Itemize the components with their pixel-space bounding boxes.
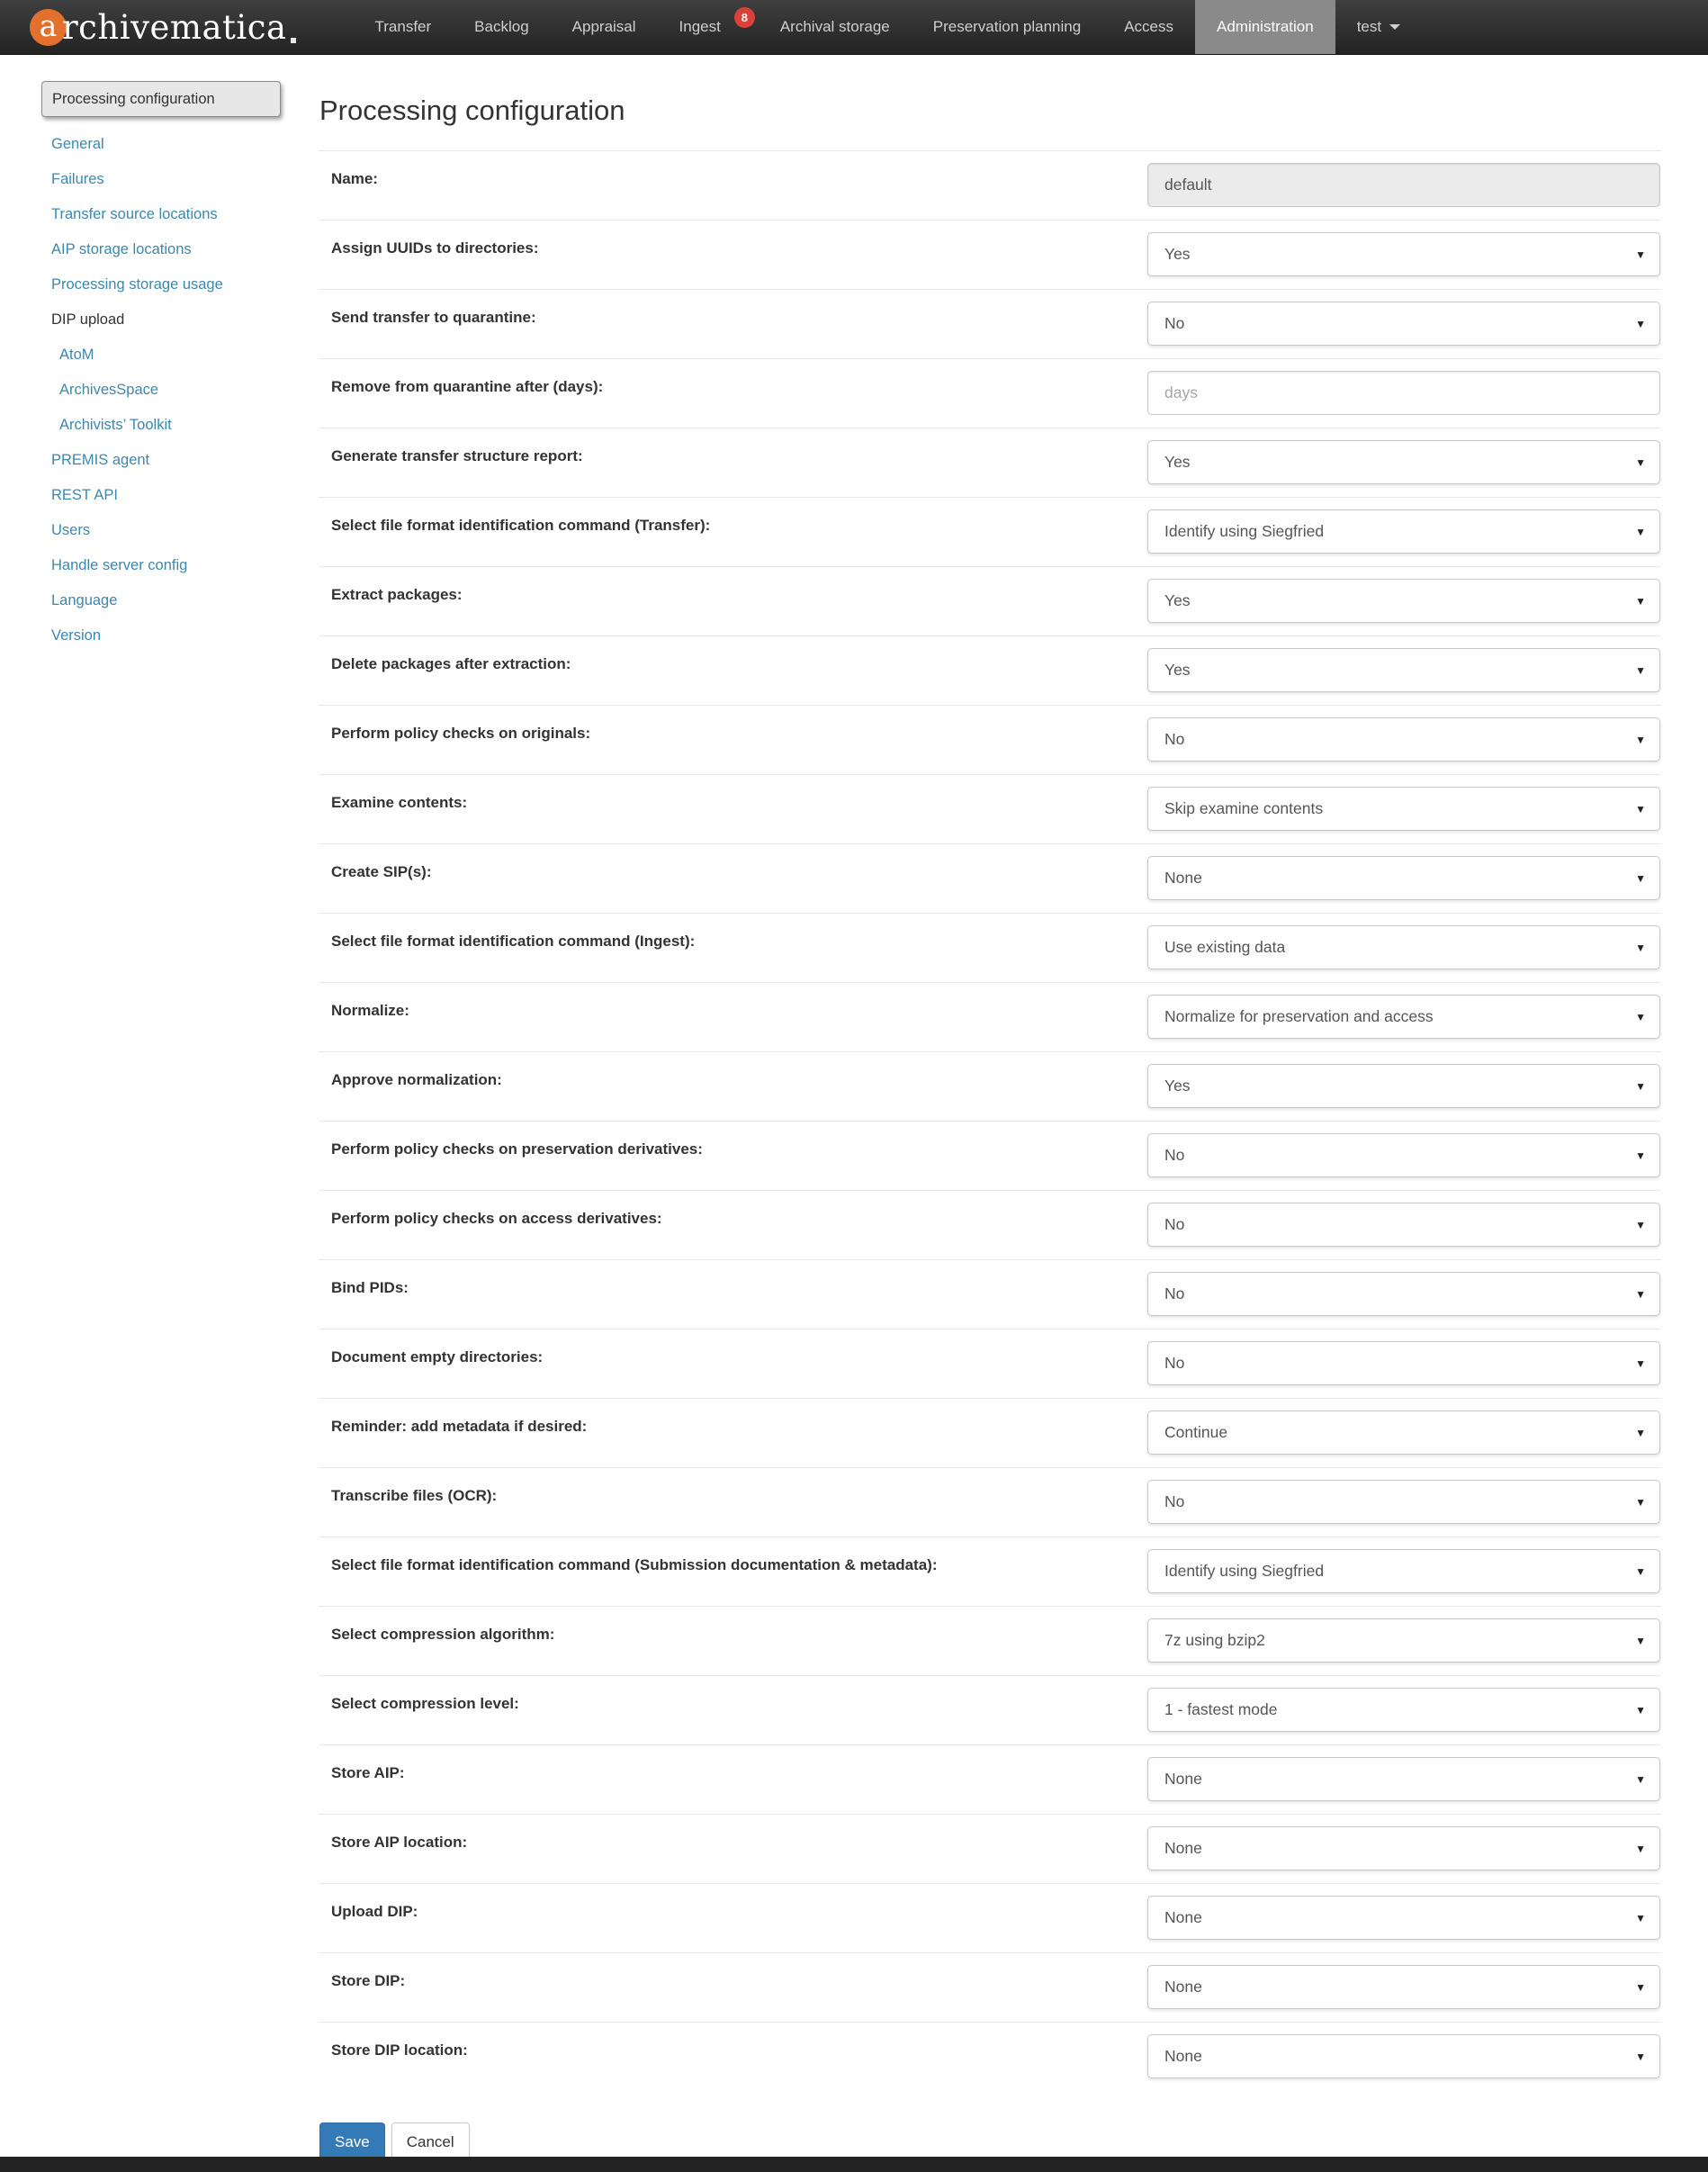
form-row [319,1606,1660,1675]
select-value: No [1164,1284,1185,1302]
dropdown-caret-icon: ▼ [1635,1495,1646,1509]
field-label: Remove from quarantine after (days): [331,378,604,395]
sidebar-item-premis-agent[interactable] [51,451,281,470]
select-value: No [1164,1146,1185,1164]
select-value: Continue [1164,1423,1228,1441]
store-dip-select[interactable] [1147,1965,1660,2009]
sidebar-item-dip-upload: DIP upload [51,311,125,328]
dropdown-caret-icon: ▼ [1635,733,1646,746]
dropdown-caret-icon: ▼ [1635,802,1646,816]
dropdown-caret-icon: ▼ [1635,871,1646,885]
field-label: Store DIP location: [331,2041,468,2059]
form-row [319,1329,1660,1398]
dropdown-caret-icon: ▼ [1635,1703,1646,1717]
dropdown-caret-icon: ▼ [1635,1287,1646,1301]
dropdown-caret-icon: ▼ [1635,1911,1646,1924]
field-control [1147,302,1660,346]
sidebar-link-label: AIP storage locations [51,241,192,257]
dropdown-caret-icon: ▼ [1635,1218,1646,1231]
archivematica-logo[interactable] [30,0,296,54]
dropdown-caret-icon: ▼ [1635,1842,1646,1855]
store-aip-select[interactable] [1147,1757,1660,1801]
select-value: No [1164,1492,1185,1510]
field-control [1147,440,1660,484]
form-row [319,1537,1660,1606]
page-title: Processing configuration [319,95,625,126]
select-value: Normalize for preservation and access [1164,1007,1434,1025]
sidebar-link-label: REST API [51,487,118,503]
form-row [319,220,1660,289]
field-control [1147,925,1660,969]
field-control [1147,1480,1660,1524]
dropdown-caret-icon: ▼ [1635,941,1646,954]
form-row [319,913,1660,982]
field-control [1147,579,1660,623]
sidebar-link-label: Language [51,592,118,608]
dropdown-caret-icon: ▼ [1635,1772,1646,1786]
field-label: Bind PIDs: [331,1279,409,1296]
perform-policy-checks-on-originals-select[interactable] [1147,717,1660,762]
form-row [319,1675,1660,1744]
dropdown-caret-icon: ▼ [1635,663,1646,677]
sidebar-item-processing-storage-usage[interactable] [51,275,281,294]
select-value: 7z using bzip2 [1164,1631,1265,1649]
form-row [319,1467,1660,1537]
dropdown-caret-icon: ▼ [1635,1564,1646,1578]
select-value: None [1164,1770,1202,1788]
sidebar-item-users[interactable] [51,521,281,540]
field-control [1147,648,1660,692]
logo-trademark-dot-icon [291,38,296,43]
nav-item-appraisal[interactable] [551,0,658,54]
sidebar-list [41,135,281,645]
nav-item-label: Administration [1216,18,1314,35]
user-menu[interactable] [1335,0,1422,54]
select-value: 1 - fastest mode [1164,1700,1278,1718]
dropdown-caret-icon: ▼ [1635,1356,1646,1370]
field-label: Select file format identification command (Transfer): [331,517,711,534]
field-label: Store DIP: [331,1972,406,1989]
reminder-add-metadata-if-desired-select[interactable] [1147,1410,1660,1455]
create-sip-s-select[interactable] [1147,856,1660,900]
ingest-count-badge: 8 [734,7,755,28]
nav-item-administration[interactable] [1195,0,1335,54]
upload-dip-select[interactable] [1147,1896,1660,1940]
sidebar-link-label: PREMIS agent [51,452,150,468]
field-label: Perform policy checks on originals: [331,725,591,742]
select-value: Identify using Siegfried [1164,522,1325,540]
select-file-format-identification-command-ingest-select[interactable] [1147,925,1660,969]
generate-transfer-structure-report-select[interactable] [1147,440,1660,484]
form-row [319,428,1660,497]
field-control [1147,1618,1660,1663]
form-row [319,774,1660,843]
select-compression-level-select[interactable] [1147,1688,1660,1732]
field-label: Extract packages: [331,586,463,603]
field-label: Examine contents: [331,794,468,811]
main-nav [354,0,1335,54]
footer-bar [0,2157,1708,2172]
select-value: Skip examine contents [1164,799,1324,817]
form-row [319,635,1660,705]
select-value: No [1164,314,1185,332]
store-dip-location-select[interactable] [1147,2034,1660,2078]
field-control [1147,856,1660,900]
select-file-format-identification-command-transfer-select[interactable] [1147,509,1660,554]
field-label: Send transfer to quarantine: [331,309,536,326]
field-label: Select compression level: [331,1695,519,1712]
form-row [319,843,1660,913]
form-row [319,289,1660,358]
field-label: Generate transfer structure report: [331,447,583,464]
sidebar-link-label: Handle server config [51,557,188,573]
dropdown-caret-icon: ▼ [1635,248,1646,261]
field-label: Select file format identification command (Ingest): [331,933,696,950]
top-navbar [0,0,1708,55]
dropdown-caret-icon: ▼ [1635,1149,1646,1162]
field-label: Perform policy checks on access derivatives: [331,1210,662,1227]
nav-item-label: Access [1124,18,1173,35]
sidebar-item-aip-storage-locations[interactable] [51,240,281,259]
logo-text: rchivematica [62,7,287,47]
field-label: Reminder: add metadata if desired: [331,1418,588,1435]
sidebar-link-label: Users [51,522,91,538]
field-control [1147,232,1660,276]
sidebar-link-label: Version [51,627,102,644]
sidebar-link-label: Processing storage usage [51,276,223,293]
sidebar-link-label: ArchivesSpace [59,382,159,398]
normalize-select[interactable] [1147,995,1660,1039]
select-compression-algorithm-select[interactable] [1147,1618,1660,1663]
field-control [1147,1896,1660,1940]
field-label: Normalize: [331,1002,409,1019]
config-form [319,150,1660,2091]
sidebar-item-atom[interactable] [59,346,281,365]
select-value: None [1164,1908,1202,1926]
nav-item-label: Backlog [474,18,529,35]
sidebar-item-processing-configuration[interactable]: Processing configuration [41,81,281,117]
select-value: Use existing data [1164,938,1286,956]
form-row [319,1883,1660,1952]
dropdown-caret-icon: ▼ [1635,317,1646,330]
field-control [1147,1064,1660,1108]
form-row [319,1051,1660,1121]
field-control [1147,717,1660,762]
field-label: Name: [331,170,378,187]
select-value: None [1164,2047,1202,2065]
select-value: None [1164,1978,1202,1996]
dropdown-caret-icon: ▼ [1635,1010,1646,1023]
form-row [319,1121,1660,1190]
field-control [1147,509,1660,554]
field-label: Assign UUIDs to directories: [331,239,539,257]
field-control [1147,1549,1660,1593]
select-value: No [1164,1354,1185,1372]
remove-from-quarantine-after-days-input[interactable] [1147,371,1660,415]
nav-item-transfer[interactable] [354,0,454,54]
save-button[interactable]: Save [319,2122,385,2162]
user-menu-label: test [1356,18,1382,35]
sidebar-item-failures[interactable] [51,170,281,189]
field-label: Store AIP: [331,1764,405,1781]
field-control [1147,1133,1660,1177]
select-value: Identify using Siegfried [1164,1562,1325,1580]
field-control [1147,1757,1660,1801]
dropdown-caret-icon: ▼ [1635,594,1646,608]
field-control [1147,1688,1660,1732]
sidebar-item-rest-api[interactable] [51,486,281,505]
approve-normalization-select[interactable] [1147,1064,1660,1108]
nav-item-label: Archival storage [779,18,890,35]
send-transfer-to-quarantine-select[interactable] [1147,302,1660,346]
select-value: No [1164,730,1185,748]
field-control [1147,2034,1660,2078]
dropdown-caret-icon: ▼ [1635,525,1646,538]
nav-item-ingest[interactable] [658,0,759,54]
field-control [1147,995,1660,1039]
field-control [1147,787,1660,831]
dropdown-caret-icon: ▼ [1635,1426,1646,1439]
transcribe-files-ocr-select[interactable] [1147,1480,1660,1524]
select-value: Yes [1164,245,1191,263]
field-control [1147,1965,1660,2009]
form-row [319,705,1660,774]
document-empty-directories-select[interactable] [1147,1341,1660,1385]
admin-sidebar [41,81,281,662]
delete-packages-after-extraction-select[interactable] [1147,648,1660,692]
field-control [1147,1341,1660,1385]
sidebar-item-archivists-toolkit[interactable] [59,416,281,435]
select-value: Yes [1164,591,1191,609]
form-row [319,982,1660,1051]
form-row [319,1259,1660,1329]
name-input [1147,163,1660,207]
dropdown-caret-icon: ▼ [1635,1079,1646,1093]
field-label: Upload DIP: [331,1903,418,1920]
nav-item-backlog[interactable] [453,0,550,54]
field-control [1147,371,1660,415]
field-label: Transcribe files (OCR): [331,1487,498,1504]
field-label: Select file format identification command (Submission documentation & metadata): [331,1556,938,1573]
select-value: None [1164,869,1202,887]
field-label: Perform policy checks on preservation derivatives: [331,1140,703,1158]
store-aip-location-select[interactable] [1147,1826,1660,1870]
nav-item-label: Preservation planning [932,18,1082,35]
field-label: Select compression algorithm: [331,1626,555,1643]
form-row [319,566,1660,635]
sidebar-item-handle-server-config[interactable] [51,556,281,575]
sidebar-link-label: General [51,136,104,152]
dropdown-caret-icon: ▼ [1635,455,1646,469]
form-row [319,497,1660,566]
field-control [1147,1826,1660,1870]
nav-item-preservation-planning[interactable] [912,0,1102,54]
sidebar-item-transfer-source-locations[interactable] [51,205,281,224]
select-file-format-identification-command-submission-documentation-metadata-select[interactable] [1147,1549,1660,1593]
field-label: Create SIP(s): [331,863,432,880]
sidebar-link-label: Archivists’ Toolkit [59,417,172,433]
sidebar-item-language[interactable] [51,591,281,610]
sidebar-item-version[interactable] [51,626,281,645]
dropdown-caret-icon: ▼ [1635,1634,1646,1647]
field-control [1147,1203,1660,1247]
field-label: Approve normalization: [331,1071,502,1088]
perform-policy-checks-on-preservation-derivatives-select[interactable] [1147,1133,1660,1177]
field-control [1147,1272,1660,1316]
field-label: Delete packages after extraction: [331,655,571,672]
select-value: None [1164,1839,1202,1857]
form-row [319,1190,1660,1259]
select-value: Yes [1164,661,1191,679]
select-value: No [1164,1215,1185,1233]
form-row [319,1398,1660,1467]
caret-down-icon [1389,24,1400,30]
sidebar-link-label: Failures [51,171,104,187]
sidebar-link-label: Transfer source locations [51,206,218,222]
dropdown-caret-icon: ▼ [1635,2050,1646,2063]
sidebar-item-archivesspace[interactable] [59,381,281,400]
assign-uuids-to-directories-select[interactable] [1147,232,1660,276]
field-label: Store AIP location: [331,1834,468,1851]
field-control [1147,163,1660,207]
form-row [319,1952,1660,2022]
cancel-button[interactable]: Cancel [391,2122,470,2162]
nav-item-label: Transfer [374,18,432,35]
bind-pids-select[interactable] [1147,1272,1660,1316]
nav-item-label: Appraisal [571,18,636,35]
sidebar-link-label: AtoM [59,347,94,363]
form-row [319,2022,1660,2091]
field-label: Document empty directories: [331,1348,544,1365]
nav-item-label: Ingest [679,18,721,35]
nav-item-archival-storage[interactable] [759,0,912,54]
nav-item-access[interactable] [1102,0,1195,54]
extract-packages-select[interactable] [1147,579,1660,623]
field-control [1147,1410,1660,1455]
form-row [319,358,1660,428]
examine-contents-select[interactable] [1147,787,1660,831]
form-row [319,150,1660,220]
dropdown-caret-icon: ▼ [1635,1980,1646,1994]
logo-a-icon: a [30,9,67,46]
main-content [319,55,1660,2162]
form-row [319,1744,1660,1814]
form-row [319,1814,1660,1883]
sidebar-item-general[interactable] [51,135,281,154]
select-value: Yes [1164,1077,1191,1095]
perform-policy-checks-on-access-derivatives-select[interactable] [1147,1203,1660,1247]
select-value: Yes [1164,453,1191,471]
